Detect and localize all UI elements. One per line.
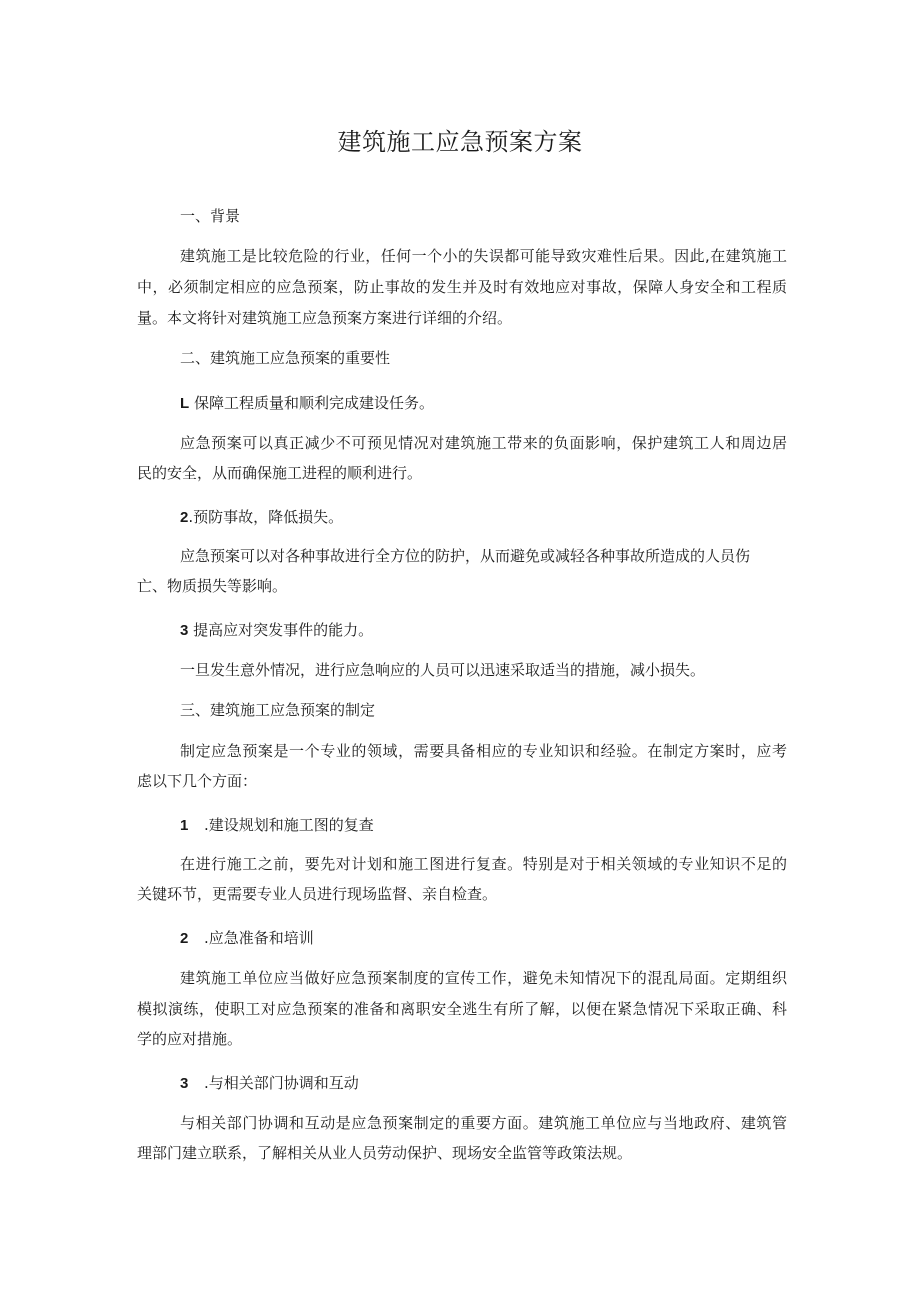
section-heading-importance: 二、建筑施工应急预案的重要性 — [180, 349, 391, 367]
paragraph-line: 建筑施工单位应当做好应急预案制度的宣传工作，避免未知情况下的混乱局面。定期组织 — [180, 969, 787, 987]
paragraph-line: 亡、物质损失等影响。 — [137, 577, 288, 595]
item-number: 2 — [180, 509, 189, 526]
paragraph-line: 应急预案可以对各种事故进行全方位的防护，从而避免或减轻各种事故所造成的人员伤 — [180, 547, 751, 565]
paragraph-line: 关键环节，更需要专业人员进行现场监督、亲自检查。 — [137, 885, 498, 903]
item-text: 提高应对突发事件的能力。 — [193, 621, 374, 639]
paragraph-line: 民的安全，从而确保施工进程的顺利进行。 — [137, 464, 423, 482]
list-item — [180, 927, 830, 950]
document-title: 建筑施工应急预案方案 — [337, 128, 583, 156]
item-number: 3 — [180, 1075, 189, 1092]
list-item — [180, 619, 830, 642]
item-text: .应急准备和培训 — [204, 929, 314, 947]
list-item — [180, 814, 830, 837]
item-number: 3 — [180, 622, 189, 639]
list-item — [180, 506, 830, 529]
item-text: .预防事故，降低损失。 — [188, 508, 344, 526]
item-number: 2 — [180, 930, 189, 947]
item-number: L — [180, 395, 190, 412]
list-item — [180, 1072, 830, 1095]
paragraph-line: 模拟演练，使职工对应急预案的准备和离职安全逃生有所了解，以便在紧急情况下采取正确、科 — [137, 1000, 787, 1018]
paragraph-line: 制定应急预案是一个专业的领域，需要具备相应的专业知识和经验。在制定方案时，应考 — [180, 742, 787, 760]
item-text: .与相关部门协调和互动 — [204, 1074, 359, 1092]
list-item — [180, 392, 830, 415]
item-text: 保障工程质量和顺利完成建设任务。 — [193, 394, 434, 412]
paragraph-line: 学的应对措施。 — [137, 1030, 243, 1048]
section-heading-background: 一、背景 — [180, 207, 241, 225]
item-number: 1 — [180, 817, 189, 834]
paragraph-line: 在进行施工之前，要先对计划和施工图进行复查。特别是对于相关领域的专业知识不足的 — [180, 855, 787, 873]
paragraph-line: 一旦发生意外情况，进行应急响应的人员可以迅速采取适当的措施，减小损失。 — [180, 661, 706, 679]
paragraph-line: 应急预案可以真正减少不可预见情况对建筑施工带来的负面影响，保护建筑工人和周边居 — [180, 434, 787, 452]
paragraph-line: 理部门建立联系，了解相关从业人员劳动保护、现场安全监管等政策法规。 — [137, 1144, 633, 1162]
paragraph-line: 量。本文将针对建筑施工应急预案方案进行详细的介绍。 — [137, 309, 513, 327]
section-heading-formulation: 三、建筑施工应急预案的制定 — [180, 701, 376, 719]
item-text: .建设规划和施工图的复查 — [204, 816, 374, 834]
paragraph-line: 虑以下几个方面： — [137, 772, 258, 790]
paragraph-line: 建筑施工是比较危险的行业，任何一个小的失误都可能导致灾难性后果。因此,在建筑施工 — [180, 247, 787, 265]
paragraph-line: 中，必须制定相应的应急预案，防止事故的发生并及时有效地应对事故，保障人身安全和工程质 — [137, 278, 787, 296]
paragraph-line: 与相关部门协调和互动是应急预案制定的重要方面。建筑施工单位应与当地政府、建筑管 — [180, 1114, 787, 1132]
